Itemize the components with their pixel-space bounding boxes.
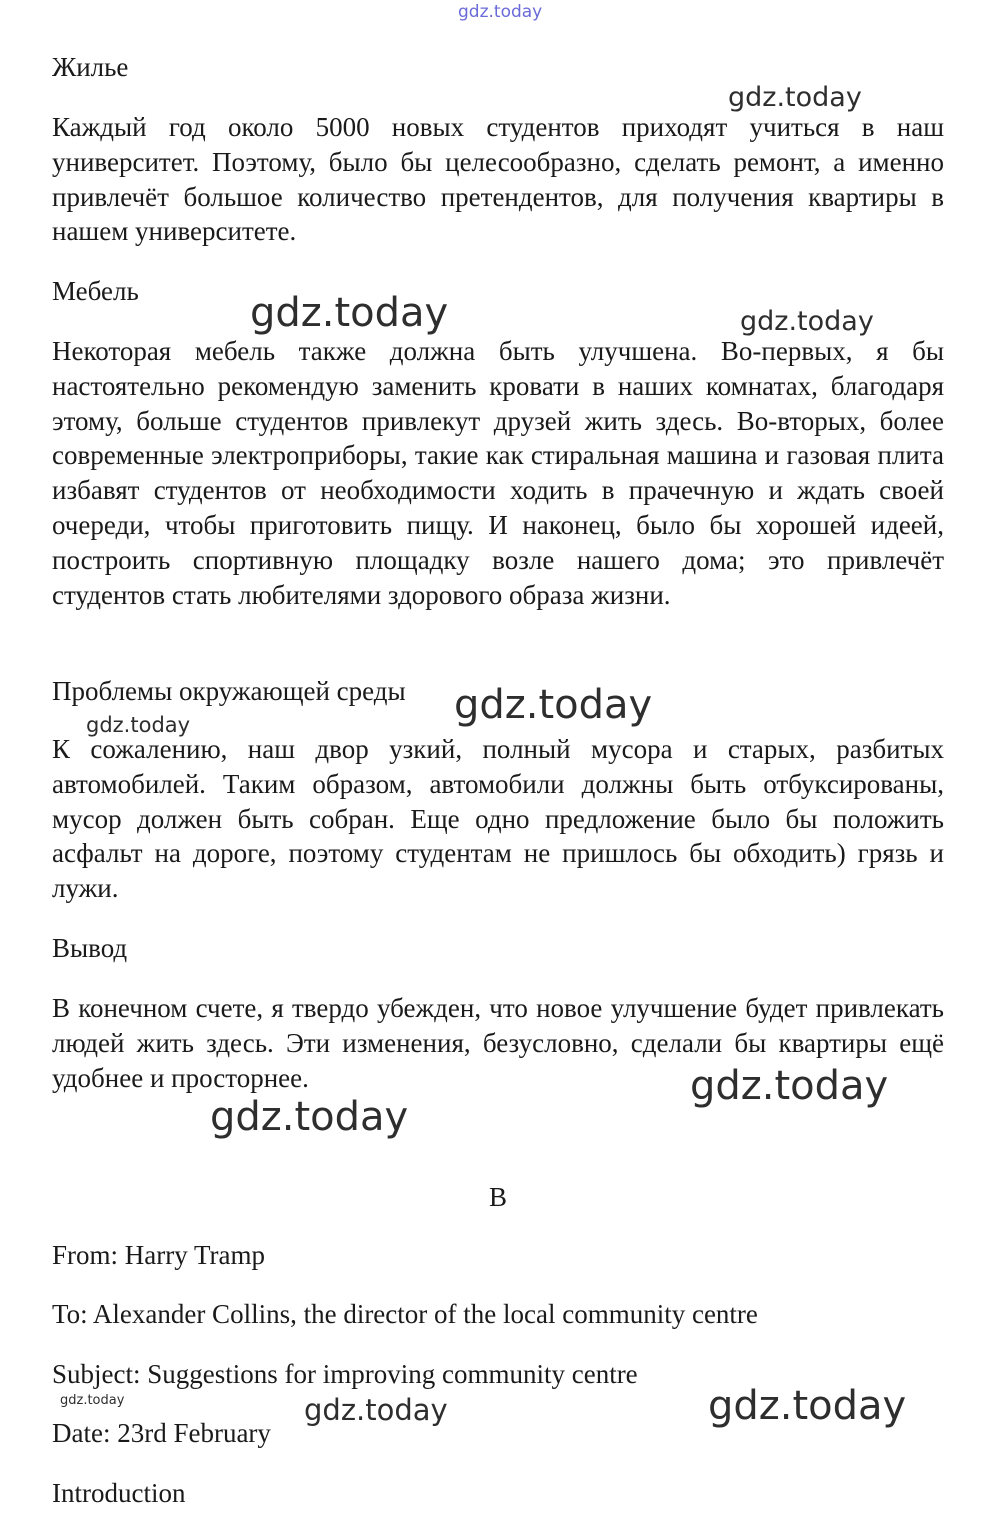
part-letter: B — [488, 1182, 507, 1212]
watermark: gdz.today — [728, 82, 862, 113]
watermark: gdz.today — [304, 1393, 448, 1427]
heading-furniture: Мебель — [52, 276, 139, 306]
watermark: gdz.today — [250, 290, 449, 336]
watermark: gdz.today — [60, 1393, 125, 1408]
memo-subject: Subject: Suggestions for improving community centre — [52, 1359, 638, 1389]
watermark: gdz.today — [86, 713, 191, 737]
paragraph-environment: К сожалению, наш двор узкий, полный мусора и старых, разбитых автомобилей. Таким образом, автомобили должны быть отбуксированы, мусор должен быть собран. Еще одно предложение было бы положить асфальт на дороге, поэтому студентам не пришлось бы обходить) грязь и лужи. — [52, 734, 944, 904]
memo-date: Date: 23rd February — [52, 1418, 271, 1448]
watermark: gdz.today — [454, 682, 653, 728]
heading-housing: Жилье — [52, 52, 129, 82]
paragraph-conclusion: В конечном счете, я твердо убежден, что новое улучшение будет привлекать людей жить здесь. Эти изменения, безусловно, сделали бы квартиры ещё удобнее и просторнее. — [52, 993, 944, 1093]
paragraph-furniture: Некоторая мебель также должна быть улучшена. Во-первых, я бы настоятельно рекомендую заменить кровати в наших комнатах, благодаря этому, больше студентов привлекут друзей жить здесь. Во-вторых, более современные электроприборы, такие как стиральная машина и газовая плита избавят студентов от необходимости ходить в прачечную и ждать своей очереди, чтобы приготовить пищу. И наконец, было бы хорошей идеей, построить спортивную площадку возле нашего дома; это привлечёт студентов стать любителями здорового образа жизни. — [52, 336, 944, 610]
watermark: gdz.today — [740, 306, 874, 337]
watermark: gdz.today — [210, 1094, 409, 1140]
memo-introduction: Introduction — [52, 1478, 186, 1508]
watermark-top: gdz.today — [458, 2, 543, 22]
memo-from: From: Harry Tramp — [52, 1240, 266, 1270]
heading-conclusion: Вывод — [52, 933, 128, 963]
paragraph-housing: Каждый год около 5000 новых студентов приходят учиться в наш университет. Поэтому, было бы целесообразно, сделать ремонт, а именно привлечёт большое количество претендентов, для получения квартиры в нашем университете. — [52, 112, 944, 247]
memo-to: To: Alexander Collins, the director of the local community centre — [52, 1299, 758, 1329]
watermark: gdz.today — [690, 1063, 889, 1109]
heading-environment: Проблемы окружающей среды — [52, 676, 406, 706]
watermark: gdz.today — [708, 1383, 907, 1429]
